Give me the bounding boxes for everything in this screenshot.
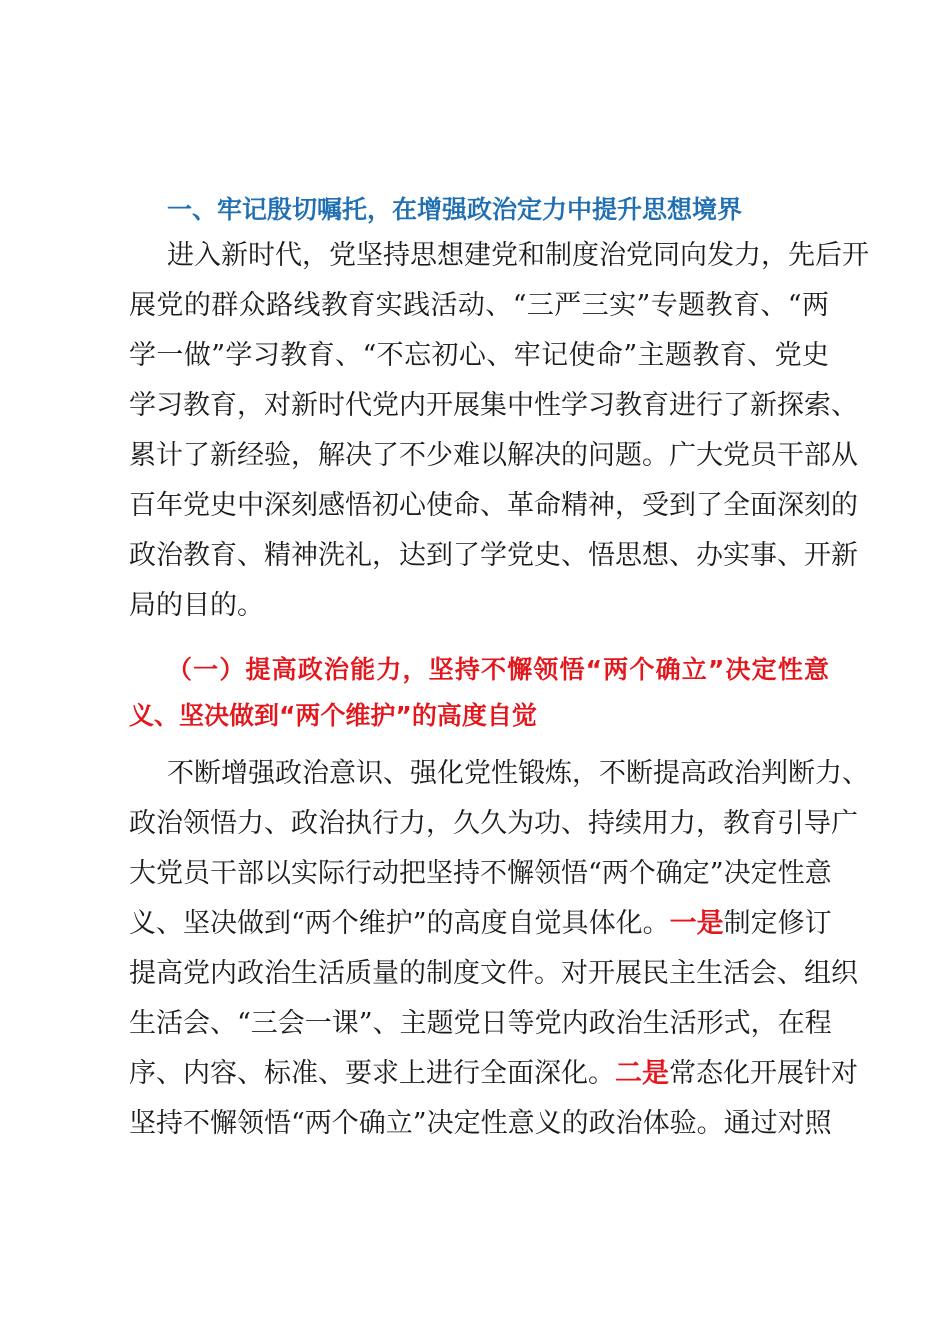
paragraph-line: 学习教育，对新时代党内开展集中性学习教育进行了新探索、 [129, 390, 858, 421]
paragraph-line: 坚持不懈领悟“两个确立”决定性意义的政治体验。通过对照 [129, 1108, 832, 1139]
section-heading: 一、牢记殷切嘱托，在增强政治定力中提升思想境界 [167, 195, 743, 224]
paragraph-line: 局的目的。 [129, 590, 264, 621]
text-run: 常态化开展针对 [669, 1058, 858, 1089]
text-run: 序、内容、标准、要求上进行全面深化。 [129, 1058, 615, 1089]
emphasis-marker: 二是 [615, 1058, 669, 1089]
paragraph-line: 政治教育、精神洗礼，达到了学党史、悟思想、办实事、开新 [129, 540, 858, 571]
paragraph-line: 不断增强政治意识、强化党性锻炼，不断提高政治判断力、 [167, 758, 869, 789]
paragraph-line [129, 904, 832, 944]
paragraph-line: 政治领悟力、政治执行力，久久为功、持续用力，教育引导广 [129, 808, 858, 839]
paragraph-line: 大党员干部以实际行动把坚持不懈领悟“两个确定”决定性意 [129, 858, 832, 889]
paragraph-line: 学一做”学习教育、“不忘初心、牢记使命”主题教育、党史 [129, 340, 829, 371]
paragraph-line: 百年党史中深刻感悟初心使命、革命精神，受到了全面深刻的 [129, 490, 858, 521]
paragraph-line [129, 1054, 858, 1094]
emphasis-marker: 一是 [669, 908, 724, 939]
paragraph-line: 进入新时代，党坚持思想建党和制度治党同向发力，先后开 [167, 240, 869, 271]
text-run: 制定修订 [723, 908, 832, 939]
subsection-heading-line: （一）提高政治能力，坚持不懈领悟“两个确立”决定性意 [167, 655, 829, 684]
paragraph-line: 提高党内政治生活质量的制度文件。对开展民主生活会、组织 [129, 958, 858, 989]
paragraph-line: 累计了新经验，解决了不少难以解决的问题。广大党员干部从 [129, 440, 858, 471]
text-run: 义、坚决做到“两个维护”的高度自觉具体化。 [129, 908, 670, 939]
subsection-heading-line: 义、坚决做到“两个维护”的高度自觉 [129, 701, 537, 730]
paragraph-line: 生活会、“三会一课”、主题党日等党内政治生活形式，在程 [129, 1008, 832, 1039]
paragraph-line: 展党的群众路线教育实践活动、“三严三实”专题教育、“两 [129, 290, 829, 321]
